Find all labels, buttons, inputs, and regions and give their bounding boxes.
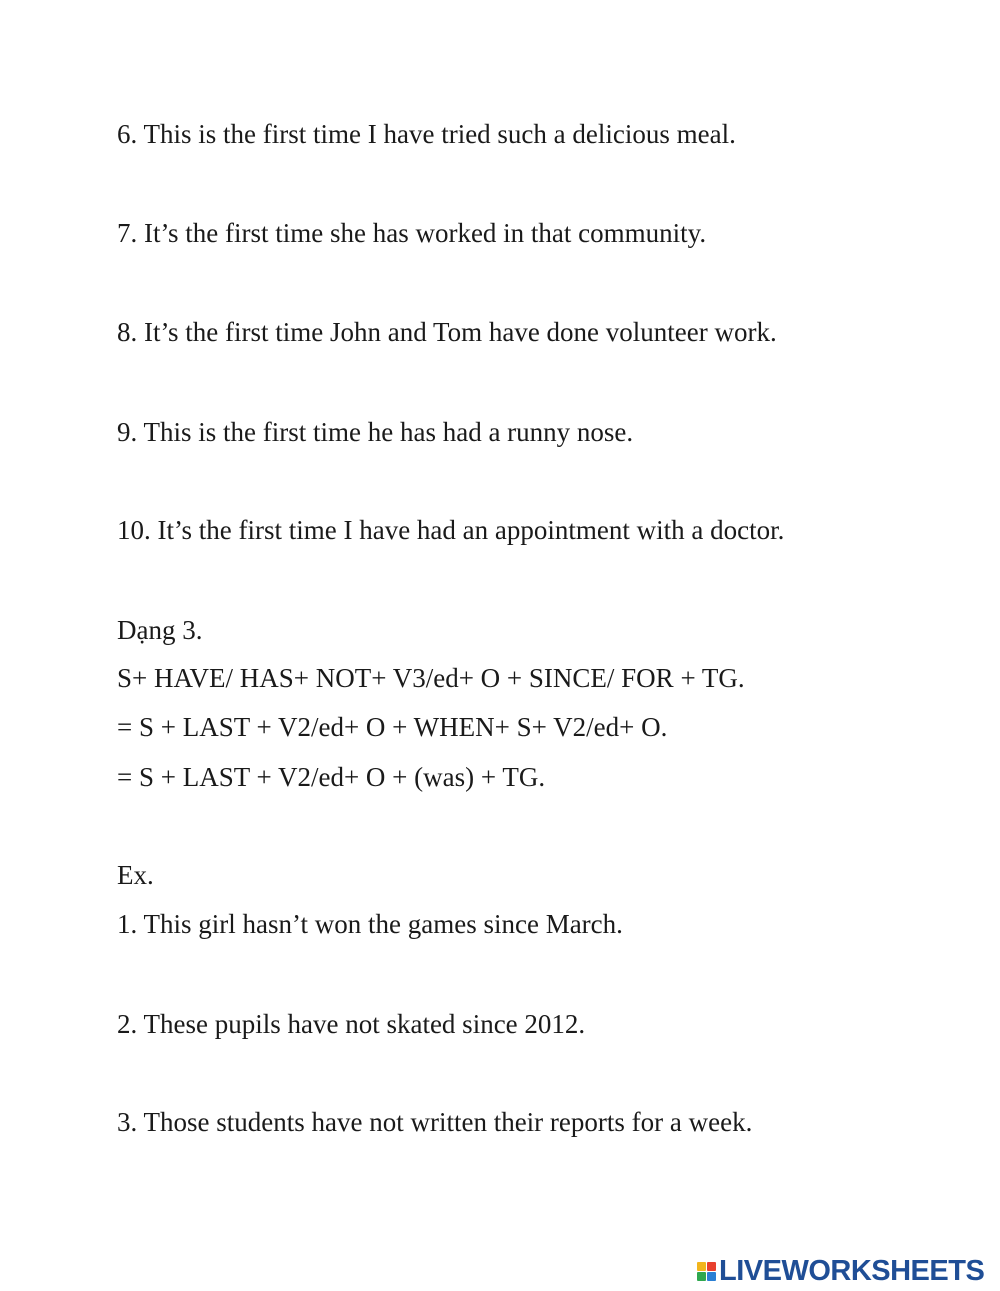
example-sentence-9: 9. This is the first time he has had a runny nose. <box>117 417 634 447</box>
brand-name: LIVEWORKSHEETS <box>719 1255 985 1287</box>
liveworksheets-logo-icon <box>697 1262 716 1281</box>
example-sentence-8: 8. It’s the first time John and Tom have done volunteer work. <box>117 317 777 347</box>
exercise-sentence-1: 1. This girl hasn’t won the games since March. <box>117 909 623 939</box>
formula-line-3: = S + LAST + V2/ed+ O + (was) + TG. <box>117 762 546 792</box>
example-sentence-10: 10. It’s the first time I have had an appointment with a doctor. <box>117 515 785 545</box>
exercise-sentence-2: 2. These pupils have not skated since 2012. <box>117 1009 586 1039</box>
example-sentence-7: 7. It’s the first time she has worked in that community. <box>117 218 707 248</box>
formula-line-2: = S + LAST + V2/ed+ O + WHEN+ S+ V2/ed+ O. <box>117 712 668 742</box>
exercise-sentence-3: 3. Those students have not written their reports for a week. <box>117 1107 753 1137</box>
formula-line-1: S+ HAVE/ HAS+ NOT+ V3/ed+ O + SINCE/ FOR + TG. <box>117 663 745 693</box>
examples-heading: Ex. <box>117 860 154 890</box>
liveworksheets-brand <box>697 1254 984 1288</box>
example-sentence-6: 6. This is the first time I have tried such a delicious meal. <box>117 119 736 149</box>
section-heading: Dạng 3. <box>117 615 203 645</box>
